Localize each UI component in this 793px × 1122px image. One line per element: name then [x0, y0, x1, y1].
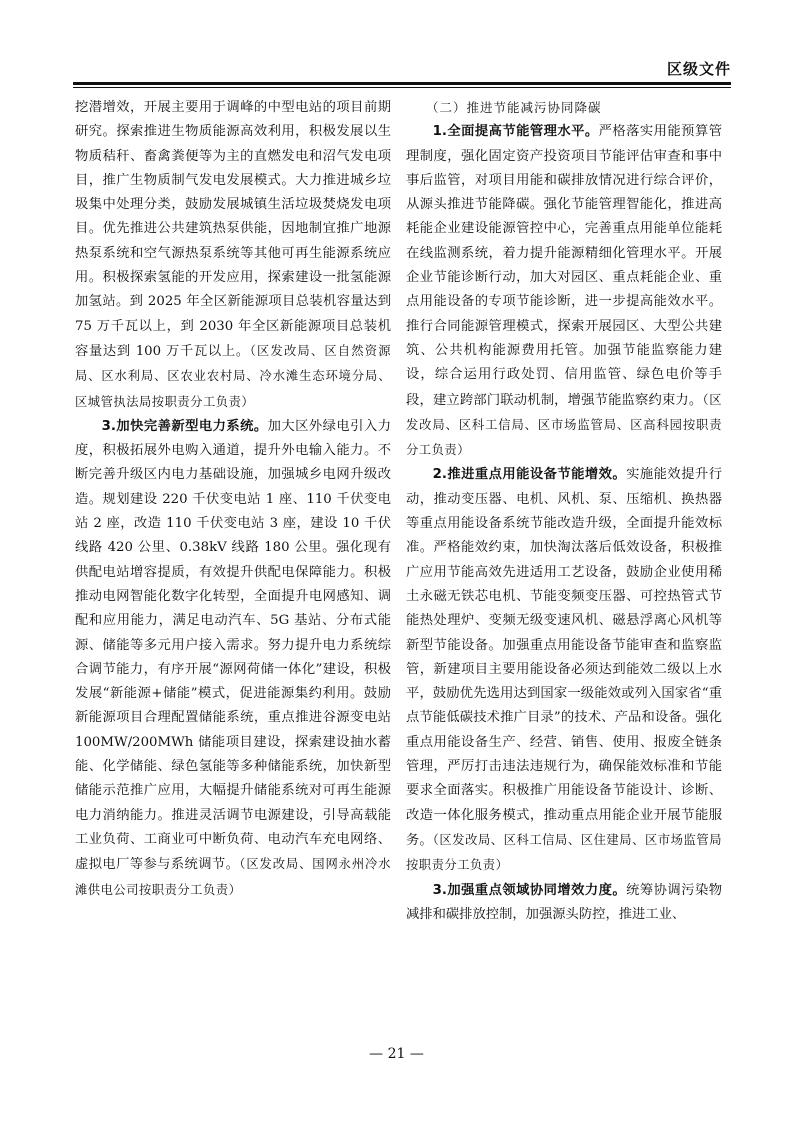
paragraph-text: 实施能效提升行动，推动变压器、电机、风机、泵、压缩机、换热器等重点用能设备系统节能改造升级，全面提升能效标准。严格能效约束，加快淘汰落后低效设备，积极推广应用节能高效先进适用工艺设备，鼓励企业使用稀土永磁无铁芯电机、节能变频变压器、可控热管式节能热处理炉、变频无级变速风机、磁悬浮离心风机等新型节能设备。加强重点用能设备节能审查和监察监管，新建项目主要用能设备必须达到能效二级以上水平，鼓励优先选用达到国家一级能效或列入国家省“重点节能低碳技术推广目录”的技术、产品和设备。强化重点用能设备生产、经营、销售、使用、报废全链条管理，严厉打击违法违规行为，确保能效标准和节能要求全面落实。积极推广用能设备节能设计、诊断、改造一体化服务模式，推动重点用能企业开展节能服务。 — [406, 467, 722, 848]
paragraph-renewable-energy — [75, 96, 391, 415]
paragraph-text: 挖潜增效，开展主要用于调峰的中型电站的项目前期研究。探索推进生物质能源高效利用，积极发展以生物质秸秆、畜禽粪便等为主的直燃发电和沼气发电项目，推广生物质制气发电发展模式。大力推进城乡垃圾集中处理分类，鼓励发展城镇生活垃圾焚烧发电项目。优先推进公共建筑热泵供能，因地制宜推广地源热泵系统和空气源热泵系统等其他可再生能源系统应用。积极探索氢能的开发应用，探索建设一批氢能源加氢站。到 2025 年全区新能源项目总装机容量达到 75 万千瓦以上，到 2030 年全区新能源项目总装机容量达到 100 万千瓦以上。 — [75, 100, 391, 359]
item-title: 3.加快完善新型电力系统。 — [101, 418, 268, 434]
responsibility-note: （区发改局、区自然资源局、区水利局、区农业农村局、冷水滩生态环境分局、区城管执法局按职责分工负责） — [75, 343, 391, 409]
right-column — [406, 96, 722, 927]
responsibility-note: （区发改局、国网永州冷水滩供电公司按职责分工负责） — [75, 857, 392, 897]
item-title: 2.推进重点用能设备节能增效。 — [432, 467, 627, 483]
paragraph-equipment-efficiency — [406, 463, 722, 878]
section-heading: （二）推进节能减污协同降碳 — [426, 100, 602, 115]
responsibility-note: （区发改局、区科工信局、区市场监管局、区高科园按职责分工负责） — [406, 392, 722, 458]
paragraph-text: 统筹协调污染物减排和碳排放控制，加强源头防控，推进工业、 — [406, 882, 722, 922]
paragraph-text: 加大区外绿电引入力度，积极拓展外电购入通道，提升外电输入能力。不断完善升级区内电力基础设施，加强城乡电网升级改造。规划建设 220 千伏变电站 1 座、110 千伏变电站 2 座，改造 110 千伏变电站 3 座，建设 10 千伏线路 420 公里、0.38kV 线路 180 公里。强化现有供配电站增容提质，有效提升供配电保障能力。积极推动电网智能化数字化转型，全面提升电网感知、调配和应用能力，满足电动汽车、5G 基站、分布式能源、储能等多元用户接入需求。努力提升电力系统综合调节能力，有序开展“源网荷储一体化”建设，积极发展“新能源+储能”模式，促进能源集约利用。鼓励新能源项目合理配置储能系统，重点推进谷源变电站 100MW/200MWh 储能项目建设，探索建设抽水蓄能、化学储能、绿色氢能等多种储能系统，加快新型储能示范推广应用，大幅提升储能系统对可再生能源电力消纳能力。推进灵活调节电源建设，引导高载能工业负荷、工商业可中断负荷、电动汽车充电网络、虚拟电厂等参与系统调节。 — [75, 418, 391, 873]
document-category-label: 区级文件 — [666, 60, 731, 78]
responsibility-note: （区发改局、区科工信局、区住建局、区市场监管局按职责分工负责） — [406, 832, 722, 873]
page-number: — 21 — — [369, 1046, 424, 1062]
header-rule-thick — [73, 82, 731, 85]
item-title: 3.加强重点领域协同增效力度。 — [432, 882, 627, 898]
paragraph-text: 严格落实用能预算管理制度，强化固定资产投资项目节能评估审查和事中事后监管，对项目用能和碳排放情况进行综合评价，从源头推进节能降碳。强化节能管理智能化，推进高耗能企业建设能源管控中心，完善重点用能单位能耗在线监测系统，着力提升能源精细化管理水平。开展企业节能诊断行动，加大对园区、重点耗能企业、重点用能设备的专项节能诊断，进一步提高能效水平。推行合同能源管理模式，探索开展园区、大型公共建筑、公共机构能源费用托管。加强节能监察能力建设，综合运用行政处罚、信用监管、绿色电价等手段，建立跨部门联动机制，增强节能监察约束力。 — [406, 124, 722, 408]
left-column — [75, 96, 391, 903]
header-rule-thin — [73, 87, 731, 88]
paragraph-power-system — [75, 415, 391, 903]
item-title: 1.全面提高节能管理水平。 — [432, 124, 599, 140]
paragraph-energy-management — [406, 120, 722, 463]
paragraph-synergy — [406, 879, 722, 928]
